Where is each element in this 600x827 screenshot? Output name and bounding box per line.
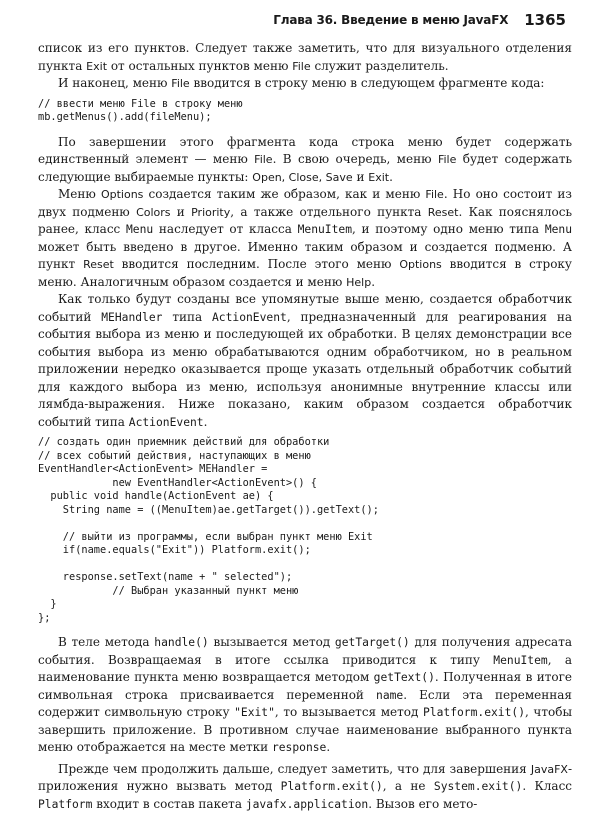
paragraph-1: список из его пунктов. Следует также заметить, что для визуального отделения пункта Exit от остальных пунктов меню File служит разделитель.: [38, 41, 572, 73]
paragraph-4: Меню Options создается таким же образом, как и меню File. Но оно состоит из двух подменю Colors и Priority, а также отдельного пункта Reset. Как пояснялось ранее, класс Menu наследует от класса MenuItem, и поэтому одно меню типа Menu может быть введено в другое. Именно таким образом и создается подменю. А пункт Reset вводится последним. После этого меню Options вводится в строку меню. Аналогичным образом создается и меню Help.: [38, 187, 573, 289]
code-block-1: // ввести меню File в строку меню mb.getMenus().add(fileMenu);: [38, 97, 243, 123]
paragraph-5: Как только будут созданы все упомянутые выше меню, создается обработчик событий MEHandler типа ActionEvent, предназначенный для реагирования на события выбора из меню и последующей их обработки. В целях демонстрации все события выбора из меню обрабатываются одним обработчиком, но в реальном приложении нередко оказывается проще указать отдельный обработчик событий для каждого выбора из меню, используя анонимные внутренние классы или лямбда-выражения. Ниже показано, каким образом создается обработчик событий типа ActionEvent.: [38, 292, 573, 429]
paragraph-7: Прежде чем продолжить дальше, следует заметить, что для завершения JavaFX-приложения нужно вызвать метод Platform.exit(), а не System.exit(). Класс Platform входит в состав пакета javafx.application. Вызов его мето-: [38, 761, 573, 811]
paragraph-3: По завершении этого фрагмента кода строка меню будет содержать единственный элемент — меню File. В свою очередь, меню File будет содержать следующие выбираемые пункты: Open, Close, Save и Exit.: [38, 134, 573, 184]
paragraph-6: В теле метода handle() вызывается метод getTarget() для получения адресата события. Возвращаемая в итоге ссылка приводится к типу MenuItem, а наименование пункта меню возвращается методом getText(). Полученная в итоге символьная строка присваивается переменной name. Если эта переменная содержит символьную строку "Exit", то вызывается метод Platform.exit(), чтобы завершить приложение. В противном случае наименование выбранного пункта меню отображается на месте метки response.: [38, 635, 572, 754]
page-number: 1365: [524, 11, 566, 29]
chapter-title: Глава 36. Введение в меню JavaFX: [273, 13, 509, 27]
paragraph-2: И наконец, меню File вводится в строку меню в следующем фрагменте кода:: [58, 76, 545, 90]
running-header: [38, 0, 572, 40]
code-block-2: // создать один приемник действий для обработки // всех событий действия, наступающих в меню EventHandler<ActionEvent> MEHandler = new EventHandler<ActionEvent>() { public void handle(ActionEvent ae) { String name = ((MenuItem)ae.getTarget()).getText(); // выйти из программы, если выбран пункт меню Exit if(name.equals("Exit")) Platform.exit(); response.setText(name + " selected"); // Выбран указанный пункт меню } };: [38, 436, 379, 624]
